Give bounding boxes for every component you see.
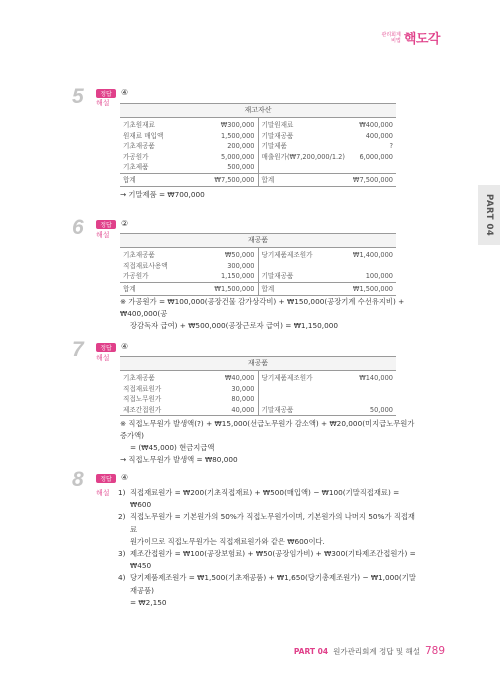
table-row: 기말재공품 400,000 <box>261 131 393 140</box>
credit-side <box>259 248 397 282</box>
explanation-label: 해설 <box>96 489 110 497</box>
explanation-label: 해설 <box>96 231 110 239</box>
answer-badge: 정답 <box>96 220 116 229</box>
answer-badge: 정답 <box>96 474 116 483</box>
brand-big-text: 핵도각 <box>403 32 440 47</box>
table-row: 기말재공품 50,000 <box>261 405 393 414</box>
page-number: 789 <box>424 645 445 657</box>
question-number: 6 <box>72 216 84 239</box>
table-row <box>262 394 394 405</box>
note-line: = (₩45,000) 현금지급액 <box>130 443 215 452</box>
page-footer <box>294 645 445 657</box>
answer-value: ④ <box>121 473 129 482</box>
footer-title: 원가관리회계 정답 및 해설 <box>333 647 420 656</box>
table-row: 직접노무원가 80,000 <box>123 395 255 404</box>
table-row: 당기제품제조원가 ₩1,400,000 <box>261 251 393 259</box>
answer-badge: 정답 <box>96 343 116 352</box>
account-table-q7 <box>120 356 396 416</box>
footer-part: PART 04 <box>293 647 329 656</box>
result-line: → 기말제품 = ₩700,000 <box>120 190 205 199</box>
table-row: 직접재료원가 30,000 <box>123 384 255 393</box>
note-line: → 직접노무원가 발생액 = ₩80,000 <box>120 455 238 464</box>
brand-small-text: 관리회계 비법 <box>381 31 401 44</box>
table-row: 기초재공품 200,000 <box>123 142 255 151</box>
note-line: 장감독자 급여) + ₩500,000(공장근로자 급여) = ₩1,150,000 <box>130 321 339 330</box>
debit-side <box>120 248 259 282</box>
table-row: 제조간접원가 40,000 <box>123 405 255 414</box>
list-item: 4) 당기제품제조원가 = ₩1,500(기초재공품) + ₩1,650(당기총제조원가) − ₩1,000(기말재공품) = ₩2,150 <box>118 573 416 607</box>
list-item: 1) 직접재료원가 = ₩200(기초직접재료) + ₩500(매입액) − ₩100(기말직접재료) = ₩600 <box>118 488 400 510</box>
note <box>120 296 420 332</box>
note <box>120 418 420 466</box>
list-item: 2) 직접노무원가 = 기본원가의 50%가 직접노무원가이며, 기본원가의 나머지 50%가 직접재료 원가이므로 직접노무원가는 직접재료원가와 같은 ₩600이다. <box>118 512 415 546</box>
total-row: 합계 ₩7,500,000 합계 ₩7,500,000 <box>120 173 396 186</box>
answer-badge: 정답 <box>96 89 116 98</box>
table-row: 기말제품 ? <box>261 142 393 151</box>
table-row: 기말원재료 ₩400,000 <box>261 121 393 129</box>
answer-value: ④ <box>121 342 129 351</box>
table-row: 기초원재료 ₩300,000 <box>123 121 255 129</box>
debit-side <box>120 118 259 173</box>
table-row: 원재료 매입액 1,500,000 <box>123 131 255 140</box>
account-table-q6 <box>120 233 396 296</box>
table-row: 기초재공품 ₩50,000 <box>123 251 255 259</box>
list-item: 3) 제조간접원가 = ₩100(공장보험료) + ₩50(공장임가비) + ₩300(기타제조간접원가) = ₩450 <box>118 549 416 571</box>
part-side-tab <box>478 185 500 245</box>
explanation-list <box>118 487 418 609</box>
account-title: 재공품 <box>120 357 396 371</box>
credit-side <box>259 118 397 173</box>
account-title: 재고자산 <box>120 104 396 118</box>
account-title: 재공품 <box>120 234 396 248</box>
table-row: 매출원가(₩7,200,000/1.2) 6,000,000 <box>261 152 393 161</box>
table-row: 직접재료사용액 300,000 <box>123 261 255 270</box>
table-row: 가공원가 1,150,000 <box>123 272 255 281</box>
brand-logo <box>379 28 440 47</box>
question-number: 7 <box>72 338 84 361</box>
question-number: 8 <box>72 468 84 491</box>
total-row: 합계 ₩1,500,000 합계 ₩1,500,000 <box>120 282 396 295</box>
note-line: ※ 직접노무원가 발생액(?) + ₩15,000(선급노무원가 감소액) + ₩20,000(미지급노무원가 증가액) <box>120 419 415 440</box>
debit-side <box>120 371 259 415</box>
table-row <box>262 162 394 173</box>
credit-side <box>259 371 397 415</box>
table-row: 기말재공품 100,000 <box>261 272 393 281</box>
table-row: 기초제품 500,000 <box>123 163 255 172</box>
part-side-tab-label: PART 04 <box>484 193 494 237</box>
explanation-label: 해설 <box>96 354 110 362</box>
table-row <box>262 384 394 395</box>
table-row: 기초재공품 ₩40,000 <box>123 374 255 382</box>
table-row: 가공원가 5,000,000 <box>123 152 255 161</box>
account-table-q5 <box>120 103 396 187</box>
answer-value: ④ <box>121 88 129 97</box>
explanation-label: 해설 <box>96 99 110 107</box>
answer-value: ② <box>121 219 129 228</box>
table-row <box>262 261 394 272</box>
note-line: ※ 가공원가 = ₩100,000(공장건물 감가상각비) + ₩150,000(공장기계 수선유지비) + ₩400,000(공 <box>120 297 405 318</box>
question-number: 5 <box>72 85 84 108</box>
table-row: 당기제품제조원가 ₩140,000 <box>261 374 393 382</box>
